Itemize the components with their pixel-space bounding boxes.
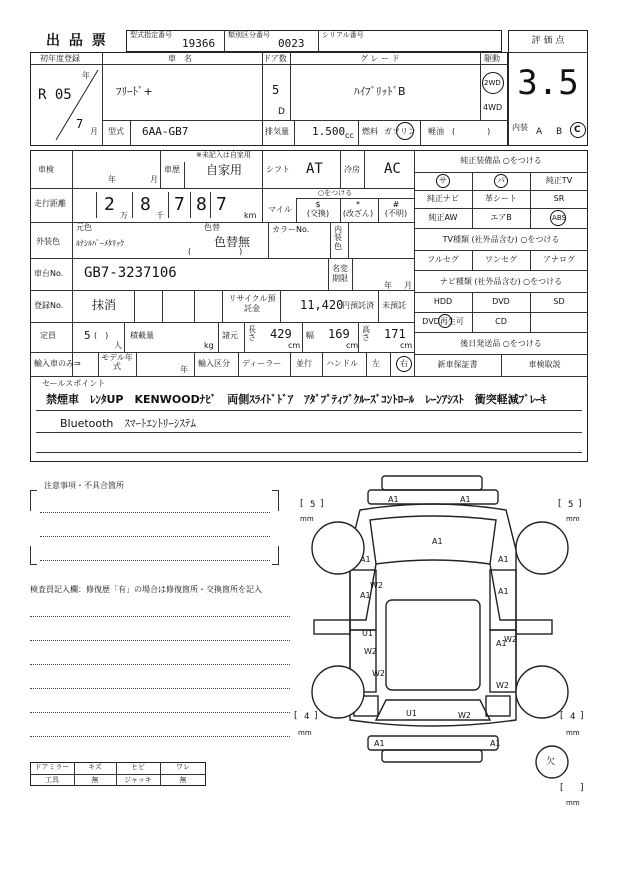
shift-value: AT bbox=[306, 161, 323, 177]
model-value: 6AA-GB7 bbox=[142, 125, 189, 138]
mileage-digit-4: 8 bbox=[196, 194, 207, 215]
mark-front-bumper-r: A1 bbox=[460, 495, 471, 504]
tire-rr: 4 bbox=[570, 712, 576, 722]
mark-front-bumper-l: A1 bbox=[388, 495, 399, 504]
navi-dvd-play: DVD再生可 bbox=[422, 317, 464, 326]
mark-rear-door-l-w: W2 bbox=[364, 647, 377, 656]
chassis-value: GB7-3237106 bbox=[84, 265, 177, 281]
equip-abs: ABS bbox=[552, 214, 566, 222]
grade-label: グ レ ー ド bbox=[360, 54, 400, 63]
mark-front-door-r: A1 bbox=[498, 587, 509, 596]
mileage-digit-2: 8 bbox=[140, 194, 151, 215]
handle-right: 右 bbox=[400, 359, 408, 368]
sales-point-label: セールスポイント bbox=[42, 379, 106, 388]
sales-point-line2: Bluetooth ｽﾏｰﾄｴﾝﾄﾘｰｼｽﾃﾑ bbox=[60, 417, 196, 430]
mark-front-fender-r: A1 bbox=[498, 555, 509, 564]
interior-grade-c: C bbox=[574, 125, 581, 135]
tire-rl: 4 bbox=[304, 712, 310, 722]
height-value: 171 bbox=[384, 327, 406, 341]
car-name-label: 車 名 bbox=[168, 54, 192, 63]
spare-label: 欠 bbox=[546, 757, 556, 767]
tire-fl: 5 bbox=[310, 500, 316, 510]
first-reg-year: R 05 bbox=[38, 87, 72, 103]
designation-label: 型式指定番号 bbox=[130, 31, 172, 39]
mark-rear-door-r: A1 bbox=[496, 639, 507, 648]
category-value: 0023 bbox=[278, 37, 305, 50]
drive-4wd: 4WD bbox=[483, 103, 503, 112]
mark-front-fender-l: A1 bbox=[360, 555, 371, 564]
drive-2wd: 2WD bbox=[484, 79, 501, 87]
tire-fr: 5 bbox=[568, 500, 574, 510]
doors-value: 5 bbox=[272, 83, 280, 97]
mileage-digit-5: 7 bbox=[216, 194, 227, 215]
history-value: 自家用 bbox=[206, 163, 243, 177]
form-title: 出 品 票 bbox=[46, 33, 108, 49]
car-name-value: ﾌﾘｰﾄﾞ+ bbox=[116, 85, 153, 98]
interior-grade-a: A bbox=[536, 127, 543, 137]
first-reg-label: 初年度登録 bbox=[40, 54, 80, 63]
reg-value: 抹消 bbox=[92, 298, 117, 312]
color-change-value: 色替無 bbox=[214, 235, 251, 249]
aircon-value: AC bbox=[384, 161, 401, 177]
original-color-value: ﾙﾅｼﾙﾊﾞｰﾒﾀﾘｯｸ bbox=[76, 239, 124, 248]
category-label: 類別区分番号 bbox=[228, 31, 270, 39]
car-diagram bbox=[290, 470, 610, 810]
rating-label: 評 価 点 bbox=[531, 36, 565, 46]
equipment-title: 純正装備品 ○をつける bbox=[460, 156, 542, 165]
mark-rear-bumper-l: A1 bbox=[374, 739, 385, 748]
mark-trunk-w: W2 bbox=[458, 711, 471, 720]
mark-rear-quarter-l: W2 bbox=[372, 669, 385, 678]
inspector-label: 検査員記入欄：修復歴「有」の場合は修復箇所・交換箇所を記入 bbox=[30, 585, 262, 594]
mileage-digit-1: 2 bbox=[104, 194, 115, 215]
designation-value: 19366 bbox=[182, 37, 216, 50]
mark-front-door-l-w: W2 bbox=[370, 581, 383, 590]
mark-front-door-l: A1 bbox=[360, 591, 371, 600]
capacity-value: 5 bbox=[84, 329, 91, 342]
mark-hood: A1 bbox=[432, 537, 443, 546]
fuel-gasoline: ガソリン bbox=[384, 127, 416, 136]
mileage-digit-3: 7 bbox=[174, 194, 185, 215]
caution-label: 注意事項・不具合箇所 bbox=[44, 481, 124, 490]
mark-trunk-u: U1 bbox=[406, 709, 417, 718]
mark-rear-bumper-r: A1 bbox=[490, 739, 501, 748]
grade-value: ﾊｲﾌﾞﾘｯﾄﾞB bbox=[354, 85, 406, 98]
fuel-circle bbox=[396, 122, 414, 140]
interior-grade-b: B bbox=[556, 127, 563, 137]
serial-label: シリアル番号 bbox=[322, 31, 364, 39]
rating-value: 3.5 bbox=[517, 63, 579, 103]
first-reg-month: 7 bbox=[76, 117, 84, 131]
mark-rear-quarter-r: W2 bbox=[496, 681, 509, 690]
width-value: 169 bbox=[328, 327, 350, 341]
length-value: 429 bbox=[270, 327, 292, 341]
mark-rear-door-r-w: W2 bbox=[504, 635, 517, 644]
recycle-value: 11,420 bbox=[300, 298, 344, 312]
mark-roof-u: U1 bbox=[362, 629, 373, 638]
displacement-value: 1.500 bbox=[312, 125, 346, 138]
sales-point-line1: 禁煙車 ﾚﾝﾀUP KENWOODﾅﾋﾞ 両側ｽﾗｲﾄﾞﾄﾞｱ ｱﾀﾞﾌﾟﾃｨﾌﾞｸﾙｰｽﾞｺﾝﾄﾛｰﾙ ﾚｰﾝｱｼｽﾄ 衝突軽減ﾌﾞﾚｰｷ bbox=[46, 393, 547, 406]
